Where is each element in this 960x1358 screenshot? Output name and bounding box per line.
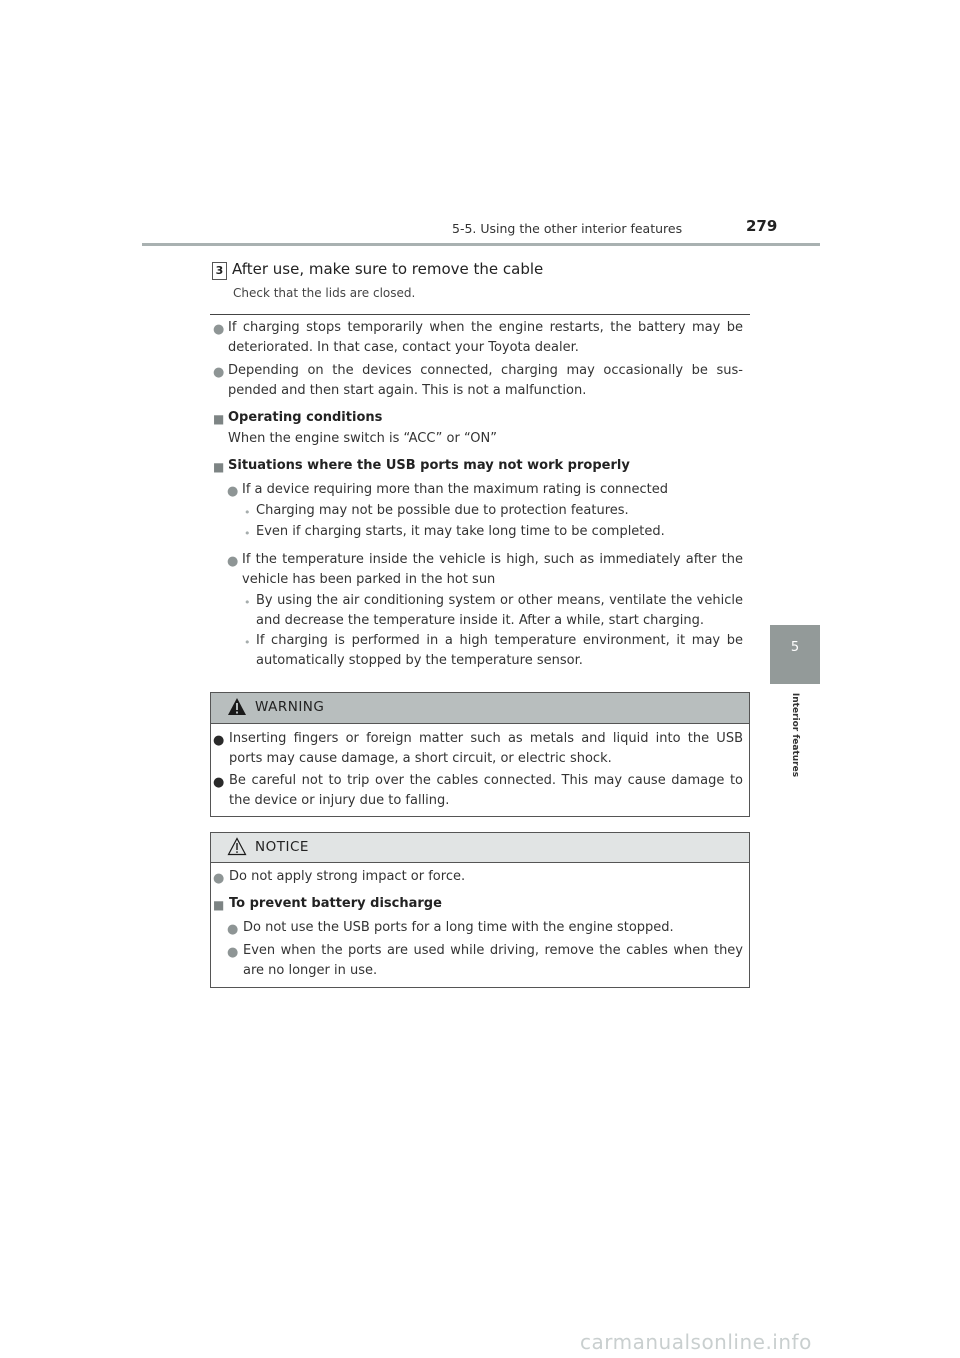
notice-label: NOTICE — [255, 839, 309, 855]
warning-box — [210, 692, 750, 817]
notice-triangle-icon — [227, 837, 247, 860]
sub-bullet-dot: • — [244, 636, 251, 649]
info-bullet-dot: ● — [213, 365, 225, 380]
step-title: After use, make sure to remove the cable — [232, 260, 544, 278]
situation-item-2: If the temperature inside the vehicle is high, such as immediately after the vehicle has been parked in the hot sun — [242, 552, 743, 587]
sub-bullet-dot: • — [244, 527, 251, 540]
square-bullet: ■ — [213, 898, 225, 912]
sub-bullet-dot: • — [244, 596, 251, 609]
situation-1-sub-2: Even if charging starts, it may take long time to be completed. — [256, 524, 665, 539]
warning-item-2: Be careful not to trip over the cables connected. This may cause damage to the device or injury due to falling. — [229, 773, 743, 808]
notice-box — [210, 832, 750, 988]
operating-conditions-text: When the engine switch is “ACC” or “ON” — [228, 431, 497, 446]
info-bullet-2: Depending on the devices connected, charging may occasionally be sus-pended and then start again. This is not a malfunction. — [228, 363, 743, 398]
warning-bullet-dot: ● — [213, 733, 225, 748]
battery-heading: To prevent battery discharge — [229, 896, 442, 911]
warning-header — [211, 693, 749, 724]
info-bullet-1: If charging stops temporarily when the engine restarts, the battery may be deteriorated. In that case, contact your Toyota dealer. — [228, 320, 743, 355]
info-bullet-dot: ● — [213, 322, 225, 337]
page-number: 279 — [746, 217, 778, 235]
notice-item: Do not apply strong impact or force. — [229, 869, 466, 884]
notice-header — [211, 833, 749, 863]
notice-bullet-dot: ● — [227, 945, 239, 960]
warning-bullet-dot: ● — [213, 775, 225, 790]
warning-triangle-icon — [227, 697, 247, 720]
warning-item-1: Inserting fingers or foreign matter such as metals and liquid into the USB ports may cause damage, a short circuit, or electric shock. — [229, 731, 743, 766]
sub-bullet-dot: • — [244, 506, 251, 519]
info-divider — [210, 314, 750, 315]
notice-bullet-dot: ● — [213, 871, 225, 886]
watermark: carmanualsonline.info — [580, 1330, 812, 1354]
situations-heading: Situations where the USB ports may not work properly — [228, 458, 630, 473]
step-badge: 3 — [212, 262, 227, 280]
operating-conditions-heading: Operating conditions — [228, 410, 383, 425]
chapter-label — [773, 690, 817, 780]
notice-bullet-dot: ● — [227, 922, 239, 937]
section-title: 5-5. Using the other interior features — [452, 221, 683, 236]
warning-label: WARNING — [255, 699, 325, 715]
situation-item-1: If a device requiring more than the maximum rating is connected — [242, 482, 669, 497]
situation-bullet-dot: ● — [227, 484, 239, 499]
situation-bullet-dot: ● — [227, 554, 239, 569]
situation-2-sub-2: If charging is performed in a high temperature environment, it may be automatically stopped by the temperature sensor. — [256, 633, 743, 668]
step-description: Check that the lids are closed. — [233, 286, 416, 300]
square-bullet: ■ — [213, 412, 225, 426]
chapter-tab: 5 — [770, 625, 820, 684]
header-rule — [142, 243, 820, 246]
chapter-label-text: Interior features — [790, 692, 800, 778]
situation-2-sub-1: By using the air conditioning system or other means, ventilate the vehicle and decrease the temperature inside it. After a while, start charging. — [256, 593, 743, 628]
battery-item-2: Even when the ports are used while driving, remove the cables when they are no longer in use. — [243, 943, 743, 978]
situation-1-sub-1: Charging may not be possible due to protection features. — [256, 503, 629, 518]
square-bullet: ■ — [213, 460, 225, 474]
battery-item-1: Do not use the USB ports for a long time with the engine stopped. — [243, 920, 674, 935]
